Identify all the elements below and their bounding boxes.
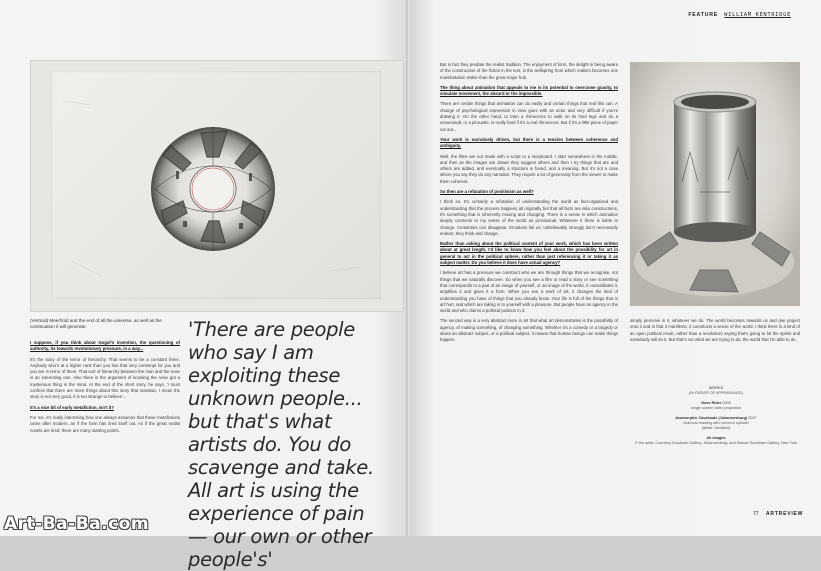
magazine-brand: ARTREVIEW	[766, 511, 804, 517]
page-number: 77	[753, 511, 759, 517]
right-text-column-continued	[630, 318, 800, 347]
interview-answer: I think so. It's certainly a refutation of understanding the world as fact-organised and understanding that the process happens all originally but that all facts are also constructions, it's something that is inherently moving and changing. There is a sense in which animation deeply connects to my sense of the world as provisional. Whatever it there is liable to change. Certainties can disappear. Emotions fail us; unbelievably strongly don't necessarily endure; they think and change.	[440, 199, 618, 236]
left-text-column	[30, 340, 180, 438]
interview-answer: Well, the films are not made with a script or a storyboard. I start somewhere in the middle, and then as the images are drawn they suggest others and then I try things that are and others are added, and eventually a structure is found, and a meaning. But it's not a case where you say they do any narrative. They require a lot of generosity from the viewer to make them coherent.	[440, 153, 618, 184]
interview-answer: For me, it's really interesting how one always assumes that these metafictions came after modern, as if the form has tired itself out. As if the great realist novels are tired; there are many starting points.	[30, 414, 180, 433]
interview-answer: There are certain things that animation can do easily and certain things that real film can. A change of psychological expression in view goes with an actor and very difficult if you're drawing it. On the other hand, to train a rhinoceros to walk on its hind legs and do a somersault, or a pirouette, is really hard if it's a real rhinoceros. But if it's a little piece of paper cut out...	[440, 101, 618, 132]
watermark-logo: Art-Ba-Ba.com	[4, 514, 150, 534]
right-text-column	[440, 62, 618, 348]
interview-answer: I believe art has a pressure we construct who we are through things that we recognise, not things that we naturally discover. So when you see a film or read a story or see something that corresponds to a part of an image of yourself, or an image of the world, it consolidates it, amplifies it and gives it a form. When you see a work of art, it changes the kind of understanding you have of things that you already know. Your life is full of the things that in art hurt, and which are taking in to yourself with a pleasure. But people have an agency in the world and who claims a political position in it.	[440, 270, 618, 314]
credits-title: WORKS	[708, 386, 724, 390]
interview-question: It's a nice bit of early metafiction, isn't it?	[30, 404, 114, 410]
works-credits	[632, 386, 800, 447]
credit-year: 2008	[722, 400, 731, 405]
credit-detail: charcoal drawing with mirrored cylinder	[683, 421, 749, 426]
interview-question: Your work is narratively driven, but there is a tension between coherence and ambiguity.	[440, 136, 618, 149]
image-caption: (Vertical) Meerhold and the end of all the universe, as well as the continuation it will generate.	[30, 318, 162, 329]
credit-title: All images	[706, 435, 726, 440]
pull-quote: 'There are people who say I am exploiting these unknown people... but that's what artists do. You do scavenge and take. All art is using the experience of pain — our own or other people's'	[188, 318, 374, 571]
right-page	[410, 0, 821, 536]
credit-detail: single screen video projection	[690, 406, 742, 411]
interview-answer: But in fact they predate the realist tradition. The enjoyment of form, the delight in being aware of the construction of the fiction in the text, is the wellspring from which realism becomes one manifestation rather than the great major hub.	[440, 62, 618, 80]
artist-name: WILLIAM KENTRIDGE	[724, 12, 791, 18]
artwork-paper	[51, 71, 381, 299]
artwork-photo-spherical	[30, 60, 404, 312]
credits-subtitle: (IN ORDER OF APPEARANCE)	[688, 391, 744, 396]
running-head	[688, 12, 791, 18]
interview-question: The thing about animation that appeals to me is its potential to overcome gravity, to simulate movement, the absurd or the impossible.	[440, 84, 618, 97]
section-label: FEATURE	[688, 12, 719, 18]
interview-answer: The second way is a very abstract more in art that what art demonstrates is the possibility of agency, of making something, of changing something. Whether it's a comedy or a tragedy or about an abstract subject, or a political subject, it means that human beings can make things happen.	[440, 318, 618, 343]
credit-title: Anamorphic Cavalcade (Johannesburg)	[675, 415, 748, 420]
interview-answer: simply perceive in it, whatever we do. The world becomes towards us and (we project onto it and in that it manifests, it constructs a sense of the world. I think there is a kind of an open political result, rather than a revolution) saying that's going to hit the spirits and somebody will do it. But that's not what we are trying to do; the world that I'm able to do.	[630, 318, 800, 342]
credit-size: (detail: Variation)	[701, 426, 731, 431]
credit-title: Nose Rider	[701, 400, 722, 405]
credit-year: 2007	[748, 415, 757, 420]
artwork-photo-cylinder	[630, 62, 800, 306]
interview-question: So then are a refutation of positivism as well?	[440, 189, 534, 195]
interview-question: I suppose, if you think about Gogol's invention, the questioning of authority, its towards revolutionary pressure, in a way...	[30, 340, 180, 352]
interview-answer: It's the story of the terror of hierarchy. That seems to be a constant there. Anybody who's at a higher rank than you has that very contempt for you and you are in terror of them. That sort of hierarchy between the man and the nose is an interesting one. Also there is the argument of knowing the nose got a mysterious thing in the mind. At the end of the short story, he says, 'I must confess that there are more things about this story that maintain, I mean the story is not very good, it is too strange to believe'...	[30, 356, 180, 400]
mirror-cylinder-illustration	[630, 62, 800, 306]
credit-detail: © the artist. Courtesy Goodman Gallery, Johannesburg, and Marian Goodman Gallery, New York	[634, 441, 798, 446]
left-page	[0, 0, 408, 571]
spherical-drawing-illustration	[51, 71, 381, 299]
interview-question: Rather than asking about the political content of your work, which has been written about at great length, I'd like to know how you feel about the possibility for art in general to act in the political sphere, rather than just referencing it or taking it as subject matter. Do you believe it does have actual agency?	[440, 241, 618, 266]
